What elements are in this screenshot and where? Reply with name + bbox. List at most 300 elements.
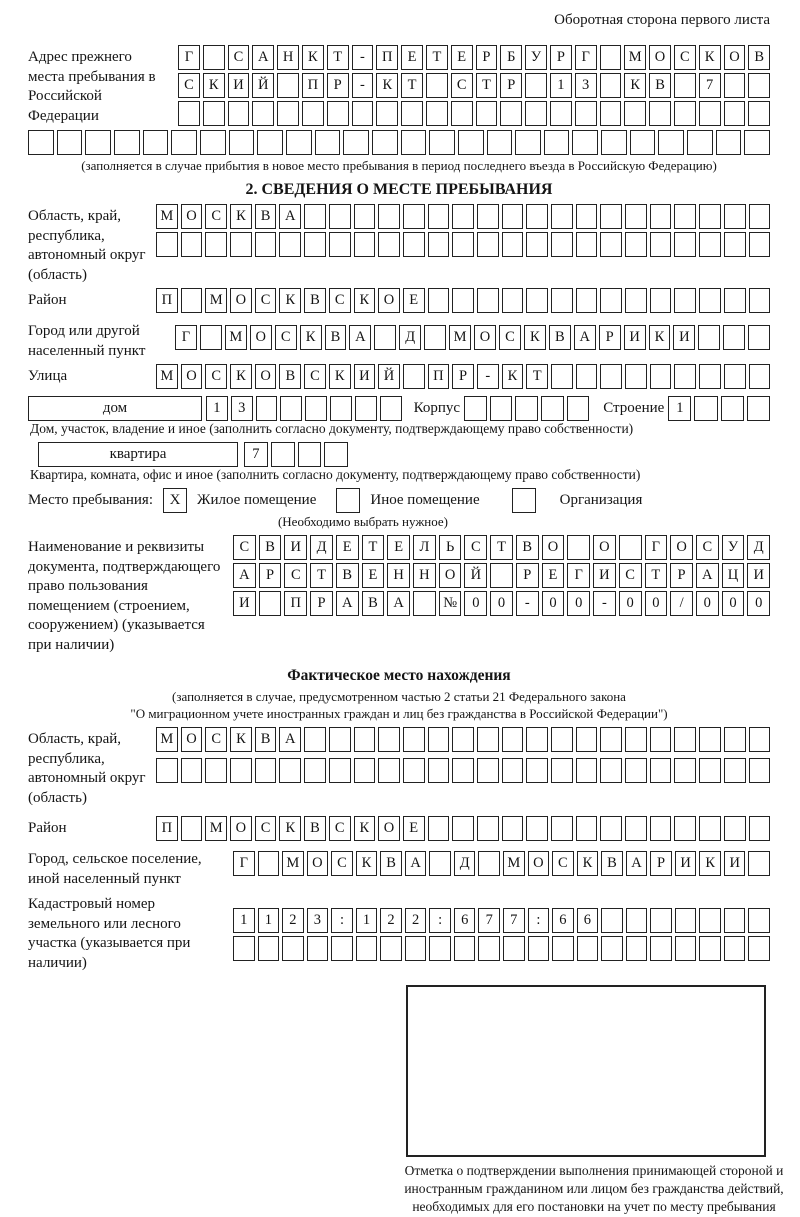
form-cell[interactable]: И bbox=[233, 591, 256, 616]
form-cell[interactable]: М bbox=[449, 325, 471, 350]
form-cell[interactable] bbox=[650, 758, 672, 783]
form-cell[interactable]: В bbox=[304, 816, 326, 841]
form-cell[interactable]: 2 bbox=[282, 908, 304, 933]
form-cell[interactable] bbox=[650, 364, 672, 389]
form-cell[interactable]: В bbox=[255, 727, 277, 752]
form-cell[interactable] bbox=[630, 130, 656, 155]
form-cell[interactable] bbox=[674, 288, 696, 313]
form-cell[interactable] bbox=[477, 204, 499, 229]
form-cell[interactable] bbox=[658, 130, 684, 155]
form-cell[interactable]: С bbox=[275, 325, 297, 350]
form-cell[interactable] bbox=[601, 130, 627, 155]
form-cell[interactable] bbox=[748, 325, 770, 350]
form-cell[interactable] bbox=[625, 727, 647, 752]
form-cell[interactable]: Р bbox=[500, 73, 522, 98]
form-cell[interactable] bbox=[600, 288, 622, 313]
form-cell[interactable] bbox=[551, 364, 573, 389]
form-cell[interactable]: К bbox=[354, 816, 376, 841]
form-cell[interactable] bbox=[502, 727, 524, 752]
form-cell[interactable]: В bbox=[549, 325, 571, 350]
form-cell[interactable]: О bbox=[181, 364, 203, 389]
form-cell[interactable]: С bbox=[205, 204, 227, 229]
form-cell[interactable] bbox=[525, 101, 547, 126]
form-cell[interactable]: И bbox=[747, 563, 770, 588]
form-cell[interactable] bbox=[156, 232, 178, 257]
form-cell[interactable] bbox=[526, 816, 548, 841]
form-cell[interactable] bbox=[699, 232, 721, 257]
form-cell[interactable]: 0 bbox=[696, 591, 719, 616]
form-cell[interactable]: К bbox=[302, 45, 324, 70]
form-cell[interactable] bbox=[675, 908, 697, 933]
form-cell[interactable]: О bbox=[378, 816, 400, 841]
form-cell[interactable]: Т bbox=[490, 535, 513, 560]
form-cell[interactable]: С bbox=[329, 816, 351, 841]
form-cell[interactable]: О bbox=[528, 851, 550, 876]
form-cell[interactable] bbox=[477, 816, 499, 841]
form-cell[interactable]: Е bbox=[542, 563, 565, 588]
form-cell[interactable]: С bbox=[205, 364, 227, 389]
form-cell[interactable] bbox=[378, 232, 400, 257]
form-cell[interactable]: В bbox=[304, 288, 326, 313]
form-cell[interactable]: 0 bbox=[567, 591, 590, 616]
form-cell[interactable]: 6 bbox=[454, 908, 476, 933]
form-cell[interactable] bbox=[490, 396, 513, 421]
form-cell[interactable] bbox=[699, 101, 721, 126]
form-cell[interactable] bbox=[525, 73, 547, 98]
form-cell[interactable]: 0 bbox=[464, 591, 487, 616]
form-cell[interactable] bbox=[354, 204, 376, 229]
form-cell[interactable] bbox=[304, 204, 326, 229]
form-cell[interactable] bbox=[576, 288, 598, 313]
form-cell[interactable]: К bbox=[376, 73, 398, 98]
form-cell[interactable] bbox=[502, 288, 524, 313]
form-cell[interactable]: М bbox=[205, 288, 227, 313]
form-cell[interactable]: И bbox=[228, 73, 250, 98]
form-cell[interactable]: - bbox=[593, 591, 616, 616]
form-cell[interactable] bbox=[600, 73, 622, 98]
form-cell[interactable] bbox=[600, 727, 622, 752]
form-cell[interactable] bbox=[526, 232, 548, 257]
form-cell[interactable] bbox=[327, 101, 349, 126]
form-cell[interactable] bbox=[304, 727, 326, 752]
form-cell[interactable]: : bbox=[528, 908, 550, 933]
form-cell[interactable] bbox=[271, 442, 295, 467]
form-cell[interactable] bbox=[354, 232, 376, 257]
form-cell[interactable] bbox=[259, 591, 282, 616]
form-cell[interactable] bbox=[528, 936, 550, 961]
form-cell[interactable] bbox=[749, 816, 771, 841]
form-cell[interactable] bbox=[650, 816, 672, 841]
form-cell[interactable]: О bbox=[230, 288, 252, 313]
form-cell[interactable]: О bbox=[230, 816, 252, 841]
form-cell[interactable] bbox=[748, 908, 770, 933]
form-cell[interactable] bbox=[228, 101, 250, 126]
form-cell[interactable] bbox=[329, 204, 351, 229]
form-cell[interactable] bbox=[500, 101, 522, 126]
form-cell[interactable] bbox=[699, 364, 721, 389]
form-cell[interactable] bbox=[551, 232, 573, 257]
form-cell[interactable]: О bbox=[542, 535, 565, 560]
form-cell[interactable]: И bbox=[673, 325, 695, 350]
form-cell[interactable] bbox=[307, 936, 329, 961]
form-cell[interactable]: Ь bbox=[439, 535, 462, 560]
form-cell[interactable]: М bbox=[156, 727, 178, 752]
form-cell[interactable] bbox=[252, 101, 274, 126]
form-cell[interactable] bbox=[478, 851, 500, 876]
form-cell[interactable] bbox=[230, 758, 252, 783]
form-cell[interactable] bbox=[352, 101, 374, 126]
form-cell[interactable]: 0 bbox=[645, 591, 668, 616]
form-cell[interactable] bbox=[477, 758, 499, 783]
form-cell[interactable] bbox=[354, 727, 376, 752]
form-cell[interactable]: Е bbox=[403, 816, 425, 841]
form-cell[interactable] bbox=[143, 130, 169, 155]
form-cell[interactable]: К bbox=[329, 364, 351, 389]
form-cell[interactable]: Й bbox=[378, 364, 400, 389]
form-cell[interactable] bbox=[203, 45, 225, 70]
form-cell[interactable]: А bbox=[279, 204, 301, 229]
form-cell[interactable] bbox=[577, 936, 599, 961]
form-cell[interactable]: К bbox=[354, 288, 376, 313]
form-cell[interactable] bbox=[315, 130, 341, 155]
form-cell[interactable] bbox=[699, 288, 721, 313]
form-cell[interactable] bbox=[576, 816, 598, 841]
form-cell[interactable] bbox=[551, 758, 573, 783]
form-cell[interactable]: Т bbox=[310, 563, 333, 588]
form-cell[interactable] bbox=[403, 204, 425, 229]
form-cell[interactable] bbox=[551, 288, 573, 313]
form-cell[interactable] bbox=[452, 204, 474, 229]
form-cell[interactable]: 6 bbox=[577, 908, 599, 933]
form-cell[interactable]: Т bbox=[362, 535, 385, 560]
form-cell[interactable]: С bbox=[331, 851, 353, 876]
form-cell[interactable]: А bbox=[626, 851, 648, 876]
form-cell[interactable]: Г bbox=[175, 325, 197, 350]
form-cell[interactable] bbox=[674, 727, 696, 752]
form-cell[interactable]: 1 bbox=[550, 73, 572, 98]
form-cell[interactable]: 6 bbox=[552, 908, 574, 933]
form-cell[interactable] bbox=[749, 758, 771, 783]
form-cell[interactable]: 2 bbox=[405, 908, 427, 933]
form-cell[interactable] bbox=[650, 908, 672, 933]
form-cell[interactable]: № bbox=[439, 591, 462, 616]
form-cell[interactable] bbox=[723, 325, 745, 350]
form-cell[interactable] bbox=[205, 758, 227, 783]
form-cell[interactable] bbox=[477, 727, 499, 752]
form-cell[interactable] bbox=[674, 101, 696, 126]
form-cell[interactable]: Д bbox=[747, 535, 770, 560]
form-cell[interactable]: : bbox=[429, 908, 451, 933]
form-cell[interactable]: Р bbox=[650, 851, 672, 876]
form-cell[interactable]: М bbox=[503, 851, 525, 876]
form-cell[interactable]: Е bbox=[401, 45, 423, 70]
form-cell[interactable] bbox=[302, 101, 324, 126]
form-cell[interactable] bbox=[550, 101, 572, 126]
form-cell[interactable] bbox=[601, 908, 623, 933]
form-cell[interactable] bbox=[576, 364, 598, 389]
form-cell[interactable]: И bbox=[724, 851, 746, 876]
form-cell[interactable] bbox=[403, 727, 425, 752]
form-cell[interactable]: 7 bbox=[699, 73, 721, 98]
form-cell[interactable]: О bbox=[724, 45, 746, 70]
form-cell[interactable]: М bbox=[282, 851, 304, 876]
form-cell[interactable]: 7 bbox=[244, 442, 268, 467]
form-cell[interactable] bbox=[724, 816, 746, 841]
form-cell[interactable] bbox=[476, 101, 498, 126]
form-cell[interactable] bbox=[576, 232, 598, 257]
form-cell[interactable] bbox=[178, 101, 200, 126]
form-cell[interactable]: К bbox=[624, 73, 646, 98]
form-cell[interactable] bbox=[380, 396, 402, 421]
form-cell[interactable] bbox=[330, 396, 352, 421]
form-cell[interactable]: А bbox=[405, 851, 427, 876]
form-cell[interactable]: Т bbox=[476, 73, 498, 98]
form-cell[interactable]: К bbox=[524, 325, 546, 350]
form-cell[interactable]: В bbox=[279, 364, 301, 389]
form-cell[interactable] bbox=[699, 908, 721, 933]
form-cell[interactable] bbox=[451, 101, 473, 126]
checkbox-inoe[interactable] bbox=[336, 488, 360, 513]
form-cell[interactable]: 2 bbox=[380, 908, 402, 933]
form-cell[interactable] bbox=[650, 727, 672, 752]
form-cell[interactable] bbox=[181, 288, 203, 313]
form-cell[interactable]: О bbox=[439, 563, 462, 588]
form-cell[interactable]: Ц bbox=[722, 563, 745, 588]
form-cell[interactable] bbox=[428, 288, 450, 313]
form-cell[interactable] bbox=[724, 364, 746, 389]
form-cell[interactable]: П bbox=[428, 364, 450, 389]
form-cell[interactable] bbox=[428, 727, 450, 752]
form-cell[interactable] bbox=[452, 816, 474, 841]
form-cell[interactable]: В bbox=[649, 73, 671, 98]
form-cell[interactable] bbox=[650, 204, 672, 229]
form-cell[interactable]: И bbox=[624, 325, 646, 350]
form-cell[interactable]: Н bbox=[413, 563, 436, 588]
form-cell[interactable]: О bbox=[378, 288, 400, 313]
form-cell[interactable] bbox=[650, 936, 672, 961]
form-cell[interactable]: В bbox=[748, 45, 770, 70]
form-cell[interactable]: К bbox=[300, 325, 322, 350]
form-cell[interactable]: П bbox=[302, 73, 324, 98]
form-cell[interactable]: Й bbox=[252, 73, 274, 98]
form-cell[interactable] bbox=[600, 758, 622, 783]
form-cell[interactable] bbox=[650, 288, 672, 313]
form-cell[interactable] bbox=[502, 816, 524, 841]
form-cell[interactable] bbox=[576, 758, 598, 783]
form-cell[interactable] bbox=[724, 101, 746, 126]
form-cell[interactable] bbox=[181, 758, 203, 783]
form-cell[interactable] bbox=[428, 758, 450, 783]
form-cell[interactable]: С bbox=[178, 73, 200, 98]
form-cell[interactable] bbox=[57, 130, 83, 155]
form-cell[interactable] bbox=[114, 130, 140, 155]
form-cell[interactable]: / bbox=[670, 591, 693, 616]
form-cell[interactable] bbox=[428, 816, 450, 841]
form-cell[interactable] bbox=[429, 851, 451, 876]
form-cell[interactable] bbox=[625, 758, 647, 783]
form-cell[interactable]: К bbox=[230, 204, 252, 229]
form-cell[interactable] bbox=[526, 204, 548, 229]
form-cell[interactable]: 1 bbox=[206, 396, 228, 421]
form-cell[interactable]: О bbox=[250, 325, 272, 350]
form-cell[interactable]: И bbox=[675, 851, 697, 876]
form-cell[interactable] bbox=[699, 816, 721, 841]
form-cell[interactable]: В bbox=[601, 851, 623, 876]
form-cell[interactable] bbox=[724, 204, 746, 229]
form-cell[interactable] bbox=[674, 758, 696, 783]
form-cell[interactable]: Г bbox=[645, 535, 668, 560]
form-cell[interactable] bbox=[625, 232, 647, 257]
form-cell[interactable]: Д bbox=[399, 325, 421, 350]
form-cell[interactable]: К bbox=[577, 851, 599, 876]
form-cell[interactable] bbox=[724, 73, 746, 98]
form-cell[interactable]: С bbox=[205, 727, 227, 752]
form-cell[interactable]: О bbox=[181, 204, 203, 229]
form-cell[interactable]: 3 bbox=[307, 908, 329, 933]
form-cell[interactable]: 1 bbox=[668, 396, 691, 421]
form-cell[interactable] bbox=[649, 101, 671, 126]
form-cell[interactable] bbox=[203, 101, 225, 126]
form-cell[interactable]: П bbox=[376, 45, 398, 70]
form-cell[interactable] bbox=[304, 232, 326, 257]
form-cell[interactable]: Р bbox=[259, 563, 282, 588]
form-cell[interactable] bbox=[343, 130, 369, 155]
form-cell[interactable] bbox=[503, 936, 525, 961]
form-cell[interactable]: Е bbox=[362, 563, 385, 588]
form-cell[interactable] bbox=[428, 204, 450, 229]
form-cell[interactable] bbox=[156, 758, 178, 783]
form-cell[interactable] bbox=[724, 908, 746, 933]
form-cell[interactable]: 3 bbox=[575, 73, 597, 98]
form-cell[interactable] bbox=[724, 727, 746, 752]
form-cell[interactable]: У bbox=[525, 45, 547, 70]
form-cell[interactable]: Р bbox=[599, 325, 621, 350]
form-cell[interactable]: К bbox=[230, 364, 252, 389]
form-cell[interactable] bbox=[552, 936, 574, 961]
form-cell[interactable] bbox=[699, 758, 721, 783]
form-cell[interactable] bbox=[478, 936, 500, 961]
form-cell[interactable]: Е bbox=[403, 288, 425, 313]
form-cell[interactable] bbox=[355, 396, 377, 421]
form-cell[interactable]: Т bbox=[327, 45, 349, 70]
form-cell[interactable]: Р bbox=[310, 591, 333, 616]
form-cell[interactable] bbox=[452, 727, 474, 752]
form-cell[interactable] bbox=[626, 908, 648, 933]
form-cell[interactable]: В bbox=[362, 591, 385, 616]
form-cell[interactable] bbox=[625, 364, 647, 389]
form-cell[interactable] bbox=[378, 204, 400, 229]
form-cell[interactable] bbox=[354, 758, 376, 783]
form-cell[interactable]: С bbox=[233, 535, 256, 560]
form-cell[interactable] bbox=[277, 73, 299, 98]
form-cell[interactable] bbox=[674, 364, 696, 389]
form-cell[interactable] bbox=[600, 45, 622, 70]
form-cell[interactable]: 0 bbox=[619, 591, 642, 616]
form-cell[interactable] bbox=[748, 936, 770, 961]
form-cell[interactable] bbox=[403, 232, 425, 257]
form-cell[interactable] bbox=[258, 851, 280, 876]
form-cell[interactable]: - bbox=[352, 45, 374, 70]
form-cell[interactable]: Р bbox=[670, 563, 693, 588]
form-cell[interactable] bbox=[464, 396, 487, 421]
form-cell[interactable] bbox=[699, 936, 721, 961]
form-cell[interactable]: Е bbox=[387, 535, 410, 560]
form-cell[interactable]: О bbox=[307, 851, 329, 876]
form-cell[interactable] bbox=[541, 396, 564, 421]
form-cell[interactable] bbox=[674, 232, 696, 257]
form-cell[interactable] bbox=[551, 816, 573, 841]
form-cell[interactable] bbox=[749, 232, 771, 257]
form-cell[interactable]: - bbox=[477, 364, 499, 389]
form-cell[interactable]: А bbox=[696, 563, 719, 588]
form-cell[interactable] bbox=[694, 396, 717, 421]
form-cell[interactable]: П bbox=[284, 591, 307, 616]
form-cell[interactable] bbox=[572, 130, 598, 155]
form-cell[interactable]: 7 bbox=[478, 908, 500, 933]
form-cell[interactable] bbox=[372, 130, 398, 155]
form-cell[interactable]: Р bbox=[476, 45, 498, 70]
form-cell[interactable] bbox=[324, 442, 348, 467]
form-cell[interactable] bbox=[526, 288, 548, 313]
form-cell[interactable]: : bbox=[331, 908, 353, 933]
form-cell[interactable] bbox=[452, 288, 474, 313]
form-cell[interactable]: У bbox=[722, 535, 745, 560]
form-cell[interactable] bbox=[279, 232, 301, 257]
form-cell[interactable]: 3 bbox=[231, 396, 253, 421]
form-cell[interactable] bbox=[229, 130, 255, 155]
form-cell[interactable] bbox=[255, 758, 277, 783]
form-cell[interactable]: Р bbox=[327, 73, 349, 98]
form-cell[interactable]: А bbox=[279, 727, 301, 752]
form-cell[interactable] bbox=[674, 816, 696, 841]
form-cell[interactable] bbox=[378, 727, 400, 752]
form-cell[interactable]: А bbox=[387, 591, 410, 616]
form-cell[interactable]: Г bbox=[567, 563, 590, 588]
form-cell[interactable] bbox=[280, 396, 302, 421]
form-cell[interactable]: С bbox=[329, 288, 351, 313]
form-cell[interactable]: П bbox=[156, 288, 178, 313]
form-cell[interactable]: К bbox=[356, 851, 378, 876]
form-cell[interactable] bbox=[716, 130, 742, 155]
form-cell[interactable]: С bbox=[619, 563, 642, 588]
form-cell[interactable] bbox=[600, 101, 622, 126]
form-cell[interactable]: В bbox=[259, 535, 282, 560]
form-cell[interactable]: К bbox=[699, 851, 721, 876]
form-cell[interactable] bbox=[567, 396, 590, 421]
form-cell[interactable]: В bbox=[516, 535, 539, 560]
form-cell[interactable]: С bbox=[674, 45, 696, 70]
form-cell[interactable]: Р bbox=[516, 563, 539, 588]
form-cell[interactable] bbox=[724, 936, 746, 961]
form-cell[interactable] bbox=[748, 73, 770, 98]
form-cell[interactable] bbox=[626, 936, 648, 961]
form-cell[interactable] bbox=[625, 816, 647, 841]
form-cell[interactable] bbox=[624, 101, 646, 126]
form-cell[interactable] bbox=[502, 758, 524, 783]
form-cell[interactable] bbox=[699, 204, 721, 229]
form-cell[interactable]: С bbox=[228, 45, 250, 70]
form-cell[interactable] bbox=[256, 396, 278, 421]
form-cell[interactable] bbox=[376, 101, 398, 126]
form-cell[interactable] bbox=[721, 396, 744, 421]
form-cell[interactable]: О bbox=[593, 535, 616, 560]
form-cell[interactable] bbox=[515, 396, 538, 421]
form-cell[interactable] bbox=[698, 325, 720, 350]
form-cell[interactable] bbox=[401, 130, 427, 155]
form-cell[interactable]: В bbox=[325, 325, 347, 350]
form-cell[interactable]: М bbox=[156, 364, 178, 389]
form-cell[interactable]: 0 bbox=[490, 591, 513, 616]
